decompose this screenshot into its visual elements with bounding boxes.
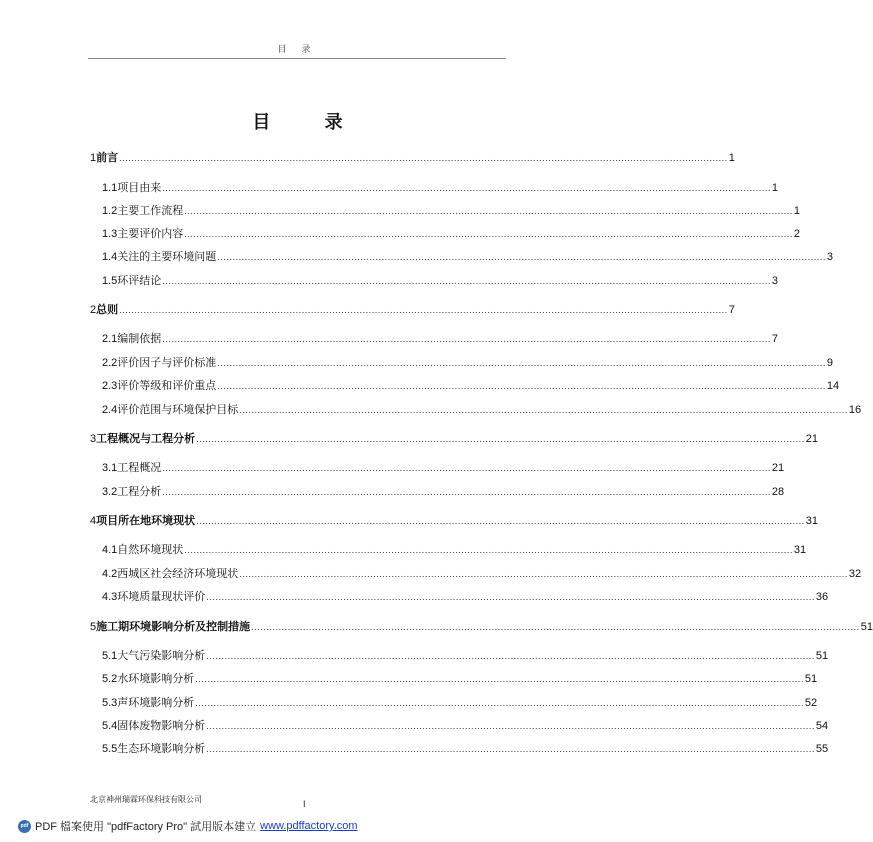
page-title: 目 录 (252, 112, 367, 133)
toc-entry[interactable] (90, 302, 735, 318)
toc-entry[interactable] (102, 566, 862, 582)
pdf-icon: pdf (18, 820, 31, 833)
toc-entry-number: 5.2 (102, 673, 118, 685)
toc-entry-page: 7 (771, 333, 779, 345)
toc-entry-page: 51 (804, 673, 818, 685)
toc-entry-title: 关注的主要环境问题 (117, 250, 217, 263)
toc-entry[interactable] (102, 718, 829, 734)
toc-entry-page: 55 (815, 743, 829, 755)
footer-company: 北京神州瑞霖环保科技有限公司 (90, 795, 202, 804)
toc-entry-title: 评价范围与环境保护目标 (117, 403, 239, 416)
toc-entry-title: 主要工作流程 (117, 204, 184, 217)
toc-dot-leader: ........................................................................................................................................................................................................ (162, 184, 771, 193)
toc-entry-number: 4.1 (102, 544, 118, 556)
toc-entry[interactable] (102, 648, 829, 664)
toc-entry-number: 5.1 (102, 650, 118, 662)
toc-entry-title: 环境质量现状评价 (117, 590, 206, 603)
toc-entry[interactable] (102, 484, 785, 500)
toc-entry-number: 2.3 (102, 380, 118, 392)
toc-entry-page: 14 (826, 380, 840, 392)
toc-entry-number: 5.4 (102, 720, 118, 732)
toc-entry-title: 声环境影响分析 (117, 696, 195, 709)
toc-dot-leader: ........................................................................................................................................................................................................ (162, 277, 771, 286)
toc-entry-number: 1.1 (102, 182, 118, 194)
toc-dot-leader: ........................................................................................................................................................................................................ (184, 230, 793, 239)
toc-entry[interactable] (102, 180, 779, 196)
toc-dot-leader: ........................................................................................................................................................................................................ (206, 652, 815, 661)
toc-dot-leader: ........................................................................................................................................................................................................ (162, 464, 771, 473)
toc-entry-title: 评价等级和评价重点 (117, 379, 217, 392)
toc-entry-page: 16 (848, 404, 862, 416)
toc-entry[interactable] (102, 249, 834, 265)
toc-entry[interactable] (102, 671, 818, 687)
toc-entry[interactable] (90, 150, 735, 166)
toc-dot-leader: ........................................................................................................................................................................................................ (239, 406, 848, 415)
toc-entry-page: 1 (771, 182, 779, 194)
toc-entry-number: 5.5 (102, 743, 118, 755)
toc-entry-page: 51 (860, 621, 873, 633)
toc-entry[interactable] (90, 619, 873, 635)
toc-entry-page: 9 (826, 357, 834, 369)
toc-entry-number: 4 (90, 515, 97, 527)
toc-entry-page: 2 (793, 228, 801, 240)
toc-dot-leader: ........................................................................................................................................................................................................ (206, 722, 815, 731)
toc-entry-title: 大气污染影响分析 (117, 649, 206, 662)
toc-dot-leader: ........................................................................................................................................................................................................ (206, 593, 815, 602)
toc-entry-title: 项目由来 (117, 181, 162, 194)
toc-entry-number: 2.4 (102, 404, 118, 416)
toc-entry[interactable] (102, 378, 840, 394)
toc-entry[interactable] (102, 741, 829, 757)
toc-entry-page: 31 (793, 544, 807, 556)
toc-entry[interactable] (102, 402, 862, 418)
toc-entry-page: 3 (826, 251, 834, 263)
toc-dot-leader: ........................................................................................................................................................................................................ (217, 359, 826, 368)
toc-entry-title: 水环境影响分析 (117, 672, 195, 685)
toc-entry-number: 1.4 (102, 251, 118, 263)
toc-dot-leader: ........................................................................................................................................................................................................ (162, 335, 771, 344)
toc-entry[interactable] (102, 695, 818, 711)
toc-entry-number: 2.1 (102, 333, 118, 345)
toc-dot-leader: ........................................................................................................................................................................................................ (195, 675, 804, 684)
toc-entry-page: 7 (728, 304, 735, 316)
toc-dot-leader: ........................................................................................................................................................................................................ (184, 546, 793, 555)
toc-entry-number: 4.2 (102, 568, 118, 580)
toc-entry-page: 3 (771, 275, 779, 287)
toc-entry[interactable] (102, 226, 801, 242)
toc-entry-number: 4.3 (102, 591, 118, 603)
toc-dot-leader: ........................................................................................................................................................................................................ (239, 570, 848, 579)
toc-entry-number: 3.2 (102, 486, 118, 498)
toc-entry-page: 54 (815, 720, 829, 732)
footer-page-number: I (303, 799, 306, 809)
toc-entry-number: 5 (90, 621, 97, 633)
toc-entry-title: 生态环境影响分析 (117, 742, 206, 755)
toc-dot-leader: ........................................................................................................................................................................................................ (195, 699, 804, 708)
toc-dot-leader: ........................................................................................................................................................................................................ (119, 154, 728, 163)
pdf-banner-text: PDF 檔案使用 "pdfFactory Pro" 試用版本建立 (35, 821, 257, 833)
toc-entry-page: 32 (848, 568, 862, 580)
toc-entry-page: 21 (771, 462, 785, 474)
toc-dot-leader: ........................................................................................................................................................................................................ (184, 207, 793, 216)
toc-entry-page: 21 (805, 433, 818, 445)
toc-entry-page: 36 (815, 591, 829, 603)
toc-dot-leader: ........................................................................................................................................................................................................ (196, 517, 805, 526)
toc-entry-title: 评价因子与评价标准 (117, 356, 217, 369)
toc-entry-number: 1.5 (102, 275, 118, 287)
toc-entry[interactable] (90, 513, 818, 529)
toc-entry-title: 施工期环境影响分析及控制措施 (96, 620, 251, 633)
toc-entry-title: 编制依据 (117, 332, 162, 345)
toc-entry-number: 1.2 (102, 205, 118, 217)
toc-entry-title: 西城区社会经济环境现状 (117, 567, 239, 580)
toc-dot-leader: ........................................................................................................................................................................................................ (251, 623, 860, 632)
toc-dot-leader: ........................................................................................................................................................................................................ (217, 253, 826, 262)
toc-entry[interactable] (102, 203, 801, 219)
toc-entry[interactable] (102, 589, 829, 605)
toc-dot-leader: ........................................................................................................................................................................................................ (119, 306, 728, 315)
running-header: 目 录 (88, 42, 506, 59)
toc-entry-title: 工程分析 (117, 485, 162, 498)
toc-entry-title: 工程概况 (117, 461, 162, 474)
toc-dot-leader: ........................................................................................................................................................................................................ (162, 488, 771, 497)
toc-entry-number: 3 (90, 433, 97, 445)
toc-entry-number: 1.3 (102, 228, 118, 240)
toc-entry-title: 前言 (96, 151, 119, 164)
toc-dot-leader: ........................................................................................................................................................................................................ (217, 382, 826, 391)
toc-entry[interactable] (102, 273, 779, 289)
toc-entry-number: 2 (90, 304, 97, 316)
toc-dot-leader: ........................................................................................................................................................................................................ (206, 745, 815, 754)
toc-entry-page: 1 (793, 205, 801, 217)
toc-entry-number: 1 (90, 152, 97, 164)
toc-entry-page: 1 (728, 152, 735, 164)
toc-entry-title: 总则 (96, 303, 119, 316)
toc-entry[interactable] (102, 355, 834, 371)
toc-entry-page: 28 (771, 486, 785, 498)
toc-entry[interactable] (90, 431, 818, 447)
pdf-banner-link[interactable]: www.pdffactory.com (260, 820, 358, 832)
toc-entry-number: 2.2 (102, 357, 118, 369)
toc-entry-title: 自然环境现状 (117, 543, 184, 556)
toc-entry[interactable] (102, 460, 785, 476)
toc-dot-leader: ........................................................................................................................................................................................................ (196, 435, 805, 444)
toc-entry-title: 项目所在地环境现状 (96, 514, 196, 527)
toc-entry-title: 主要评价内容 (117, 227, 184, 240)
toc-entry[interactable] (102, 542, 807, 558)
toc-entry-title: 环评结论 (117, 274, 162, 287)
toc-entry-title: 固体废物影响分析 (117, 719, 206, 732)
toc-entry-page: 31 (805, 515, 818, 527)
toc-entry-number: 3.1 (102, 462, 118, 474)
pdf-watermark-banner (18, 818, 358, 834)
toc-entry-number: 5.3 (102, 697, 118, 709)
toc-entry-page: 52 (804, 697, 818, 709)
toc-entry[interactable] (102, 331, 779, 347)
toc-entry-page: 51 (815, 650, 829, 662)
toc-entry-title: 工程概况与工程分析 (96, 432, 196, 445)
